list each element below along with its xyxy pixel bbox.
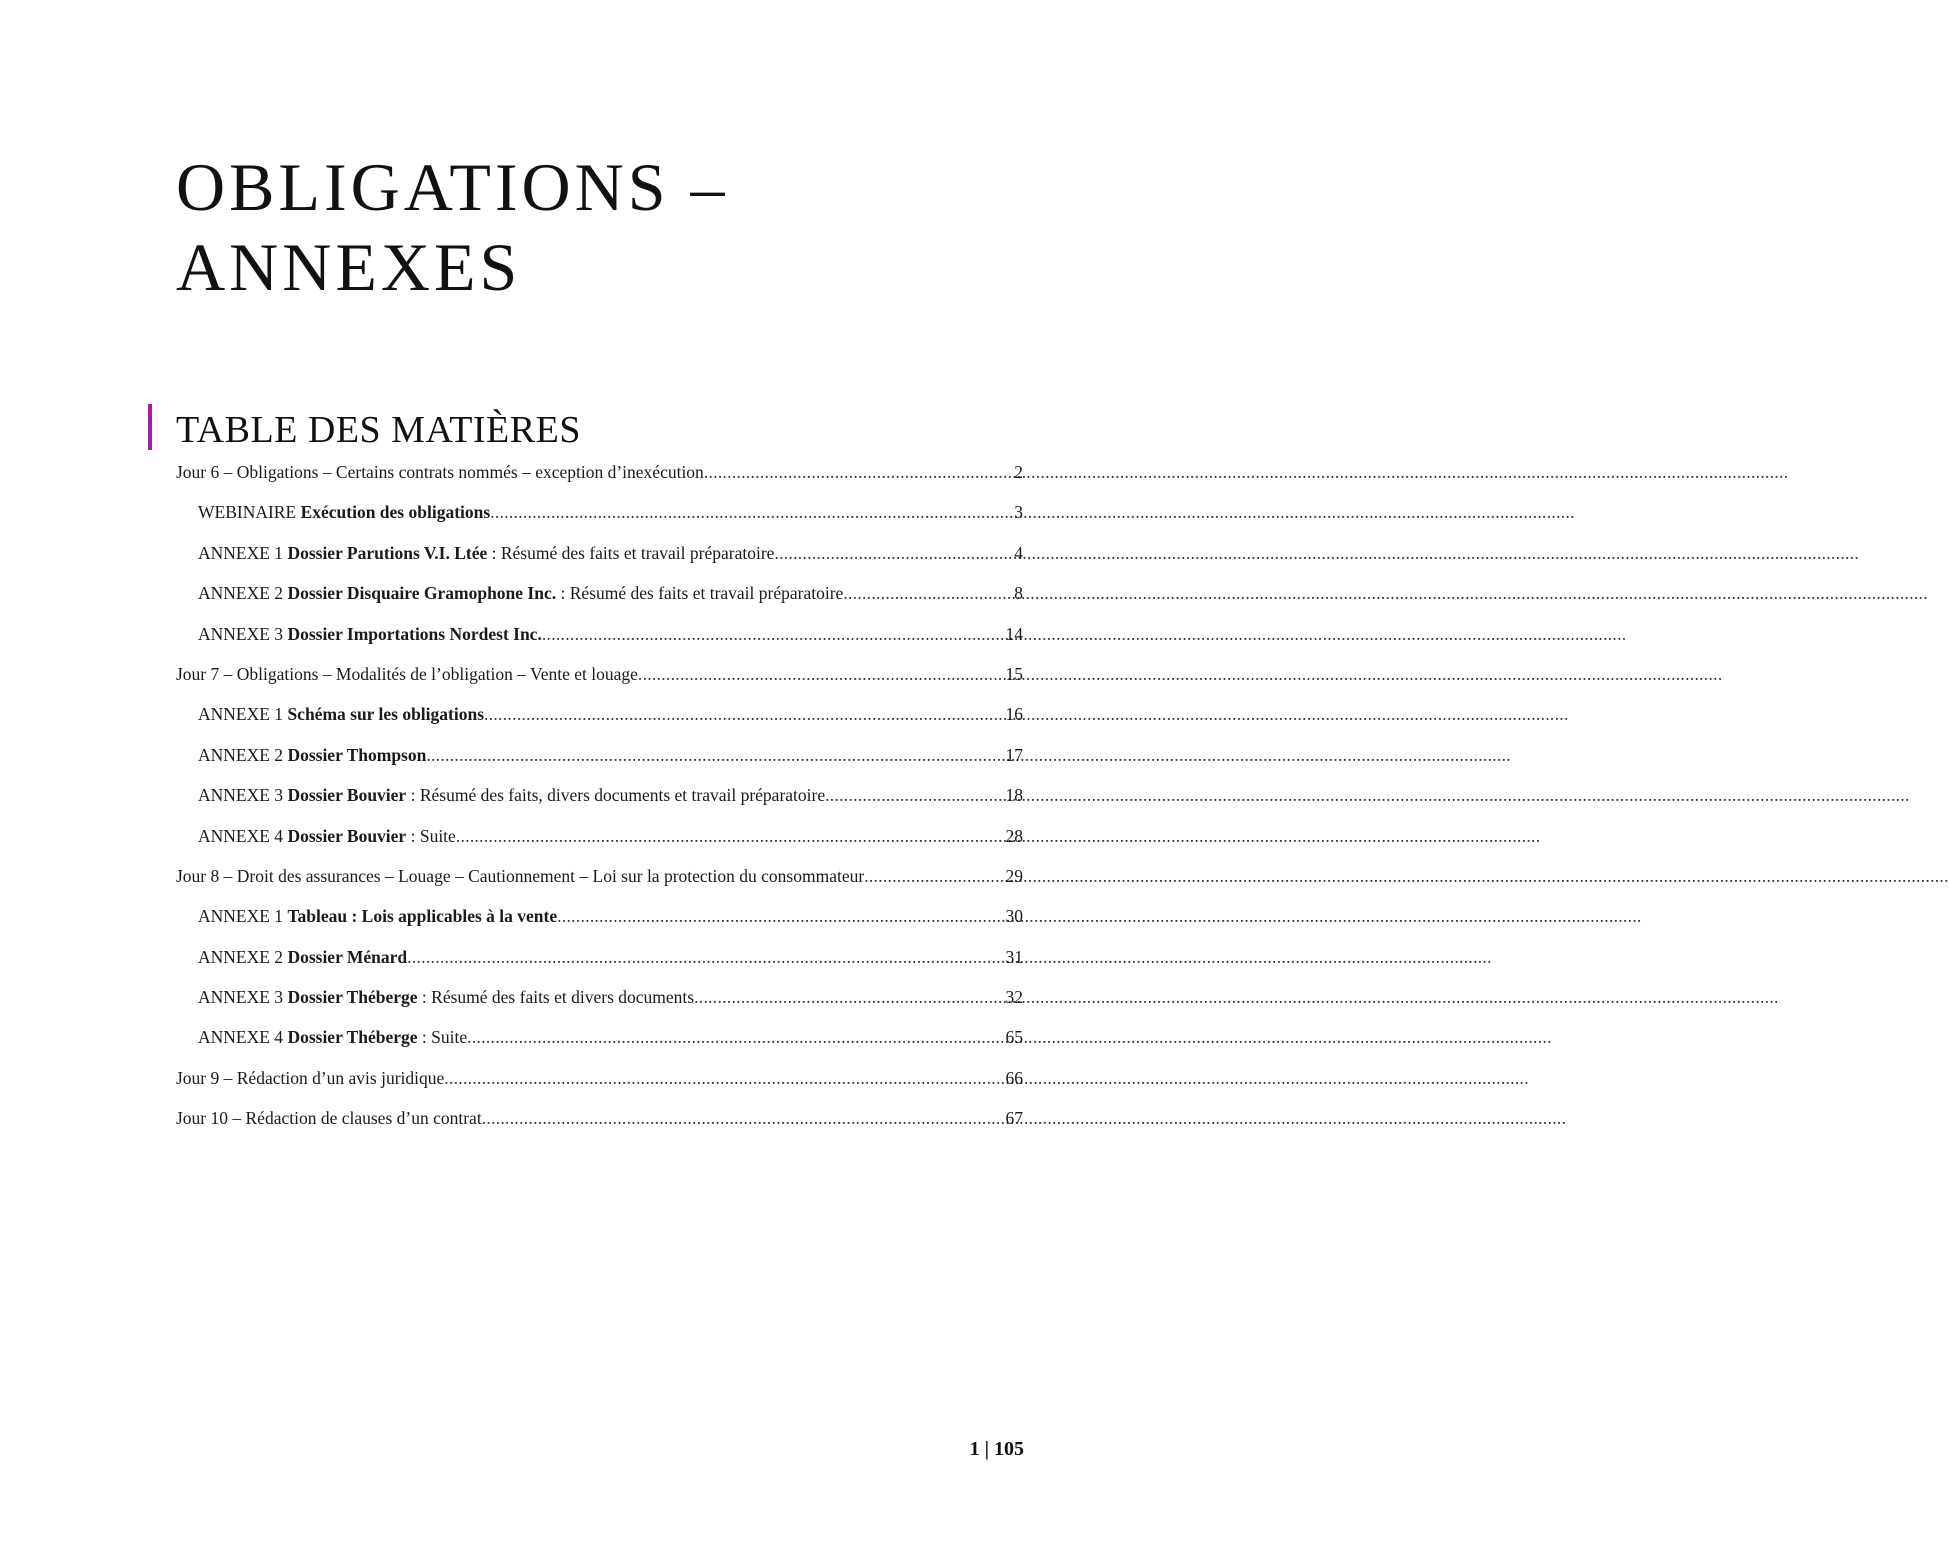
toc-entry-bold: Dossier Bouvier: [287, 825, 407, 846]
toc-entry-prefix: Jour 10 – Rédaction de clauses d’un contrat: [176, 1108, 482, 1129]
toc-entry-prefix: ANNEXE 4: [198, 1027, 288, 1048]
toc-entry-prefix: ANNEXE 1: [198, 542, 288, 563]
document-title-line-2: ANNEXES: [176, 229, 522, 305]
toc-page-number: 15: [1005, 663, 1023, 684]
toc-entry-jour-7[interactable]: [176, 661, 1023, 701]
toc-entry-j6-annexe-3[interactable]: [176, 621, 1023, 661]
toc-entry-j7-annexe-4[interactable]: [176, 823, 1023, 863]
toc-entry-text: [176, 1105, 482, 1131]
toc-page-number: 14: [1005, 623, 1023, 644]
toc-entry-bold: Tableau : Lois applicables à la vente: [287, 906, 558, 927]
toc-entry-prefix: ANNEXE 1: [198, 704, 288, 725]
toc-page-number: 8: [1014, 583, 1023, 604]
toc-entry-bold: Dossier Parutions V.I. Ltée: [287, 542, 488, 563]
toc-entry-suffix: : Résumé des faits et travail préparatoire: [487, 542, 775, 563]
toc-page-number: 28: [1005, 825, 1023, 846]
toc-dot-leader: [407, 944, 1004, 970]
page-number-footer: 1 | 105: [969, 1438, 1024, 1460]
toc-entry-j7-annexe-2[interactable]: [176, 742, 1023, 782]
toc-entry-text: [198, 580, 843, 606]
toc-entry-text: [198, 984, 694, 1010]
toc-page-number: 66: [1005, 1067, 1023, 1088]
toc-page-number: 4: [1014, 542, 1023, 563]
document-title: [176, 147, 1036, 307]
toc-entry-text: [198, 1024, 467, 1050]
toc-entry-prefix: ANNEXE 3: [198, 623, 288, 644]
toc-page-number: 16: [1005, 704, 1023, 725]
toc-entry-prefix: ANNEXE 2: [198, 744, 288, 765]
toc-entry-prefix: Jour 9 – Rédaction d’un avis juridique: [176, 1067, 445, 1088]
toc-dot-leader: [456, 823, 1005, 849]
toc-entry-bold: Dossier Théberge: [287, 987, 418, 1008]
toc-entry-bold: Dossier Théberge: [287, 1027, 418, 1048]
toc-entry-j6-annexe-1[interactable]: [176, 540, 1023, 580]
toc-dot-leader: [542, 621, 1005, 647]
toc-entry-j7-annexe-1[interactable]: [176, 701, 1023, 741]
toc-dot-leader: [638, 661, 1005, 687]
toc-dot-leader: [484, 701, 1004, 727]
toc-dot-leader: [694, 984, 1004, 1010]
toc-entry-prefix: Jour 6 – Obligations – Certains contrats nommés – exception d’inexécution: [176, 462, 704, 482]
toc-dot-leader: [467, 1024, 1004, 1050]
toc-entry-prefix: ANNEXE 4: [198, 825, 288, 846]
toc-page-number: 32: [1005, 987, 1023, 1008]
toc-page-number: 31: [1005, 946, 1023, 967]
toc-entry-bold: Dossier Bouvier: [287, 785, 407, 806]
toc-entry-text: [198, 823, 456, 849]
toc-entry-prefix: ANNEXE 2: [198, 946, 288, 967]
toc-dot-leader: [774, 540, 1013, 566]
toc-entry-bold: Dossier Ménard: [287, 946, 408, 967]
toc-entry-webinaire[interactable]: [176, 499, 1023, 539]
table-of-contents: [176, 459, 1023, 1146]
toc-dot-leader: [482, 1105, 1005, 1131]
toc-entry-bold: Dossier Disquaire Gramophone Inc.: [287, 583, 557, 604]
toc-entry-prefix: ANNEXE 1: [198, 906, 288, 927]
toc-dot-leader: [490, 499, 1013, 525]
toc-heading: TABLE DES MATIÈRES: [176, 409, 581, 451]
toc-entry-bold: Schéma sur les obligations: [287, 704, 485, 725]
toc-entry-bold: Exécution des obligations: [300, 502, 491, 523]
toc-entry-text: [176, 459, 704, 485]
toc-entry-suffix: : Suite: [417, 1027, 468, 1048]
toc-entry-j7-annexe-3[interactable]: [176, 782, 1023, 822]
toc-entry-text: [198, 944, 407, 970]
toc-entry-jour-10[interactable]: [176, 1105, 1023, 1145]
toc-entry-text: [176, 661, 638, 687]
toc-entry-text: [198, 903, 557, 929]
toc-entry-text: [176, 1065, 444, 1091]
toc-dot-leader: [444, 1065, 1004, 1091]
toc-entry-prefix: ANNEXE 3: [198, 785, 288, 806]
toc-entry-j6-annexe-2[interactable]: [176, 580, 1023, 620]
toc-entry-j8-annexe-4[interactable]: [176, 1024, 1023, 1064]
toc-page-number: 67: [1005, 1108, 1023, 1129]
toc-entry-j8-annexe-1[interactable]: [176, 903, 1023, 943]
toc-entry-prefix: Jour 7 – Obligations – Modalités de l’obligation – Vente et louage: [176, 663, 638, 684]
toc-entry-jour-8[interactable]: [176, 863, 1023, 903]
toc-entry-prefix: ANNEXE 3: [198, 987, 288, 1008]
toc-entry-jour-6[interactable]: [176, 459, 1023, 499]
toc-entry-jour-9[interactable]: [176, 1065, 1023, 1105]
toc-entry-bold: Dossier Thompson: [287, 744, 427, 765]
toc-entry-suffix: : Résumé des faits et divers documents: [417, 987, 695, 1008]
toc-page-number: 18: [1005, 785, 1023, 806]
toc-heading-accent-bar: [148, 404, 152, 450]
toc-dot-leader: [426, 742, 1004, 768]
toc-dot-leader: [843, 580, 1013, 606]
toc-page-number: 2: [1014, 462, 1023, 482]
toc-entry-prefix: WEBINAIRE: [198, 502, 301, 523]
toc-entry-text: [198, 782, 825, 808]
toc-dot-leader: [825, 782, 1004, 808]
toc-entry-text: [198, 621, 542, 647]
toc-dot-leader: [864, 863, 1004, 889]
document-title-line-1: OBLIGATIONS –: [176, 149, 729, 225]
toc-entry-prefix: Jour 8 – Droit des assurances – Louage – Cautionnement – Loi sur la protection du consommateur: [176, 865, 865, 886]
toc-entry-text: [176, 863, 864, 889]
toc-entry-text: [198, 742, 426, 768]
toc-entry-suffix: : Résumé des faits et travail préparatoire: [556, 583, 844, 604]
toc-page-number: 17: [1005, 744, 1023, 765]
toc-entry-j8-annexe-3[interactable]: [176, 984, 1023, 1024]
toc-page-number: 65: [1005, 1027, 1023, 1048]
toc-page-number: 30: [1005, 906, 1023, 927]
toc-entry-bold: Dossier Importations Nordest Inc.: [287, 623, 542, 644]
toc-entry-suffix: : Suite: [406, 825, 456, 846]
toc-entry-text: [198, 540, 774, 566]
toc-dot-leader: [704, 459, 1013, 485]
toc-page-number: 29: [1005, 865, 1023, 886]
toc-entry-j8-annexe-2[interactable]: [176, 944, 1023, 984]
toc-entry-text: [198, 499, 490, 525]
toc-entry-prefix: ANNEXE 2: [198, 583, 288, 604]
toc-page-number: 3: [1014, 502, 1023, 523]
toc-entry-suffix: : Résumé des faits, divers documents et travail préparatoire: [406, 785, 826, 806]
toc-dot-leader: [557, 903, 1004, 929]
toc-entry-text: [198, 701, 484, 727]
